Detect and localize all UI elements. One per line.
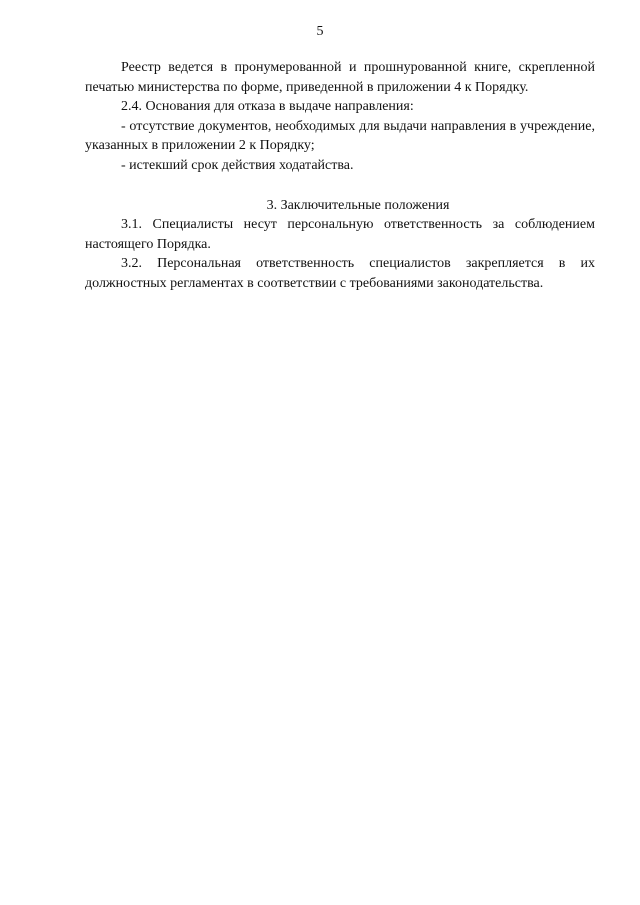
document-body xyxy=(85,58,595,294)
clause-2-4: 2.4. Основания для отказа в выдаче направления: xyxy=(121,99,414,115)
section-3-heading: 3. Заключительные положения xyxy=(266,197,450,213)
page-number: 5 xyxy=(316,24,324,39)
refusal-reason-1: - отсутствие документов, необходимых для выдачи направления в учреждение, указанных в приложении 2 к Порядку; xyxy=(85,118,595,154)
registry-paragraph: Реестр ведется в пронумерованной и прошнурованной книге, скрепленной печатью министерства по форме, приведенной в приложении 4 к Порядку. xyxy=(85,60,595,95)
refusal-reason-2: - истекший срок действия ходатайства. xyxy=(121,157,354,173)
clause-3-1: 3.1. Специалисты несут персональную ответственность за соблюдением настоящего Порядка. xyxy=(85,217,595,252)
section-spacer xyxy=(85,176,595,196)
clause-3-2: 3.2. Персональная ответственность специалистов закрепляется в их должностных регламентах в соответствии с требованиями законодательства. xyxy=(85,256,595,291)
